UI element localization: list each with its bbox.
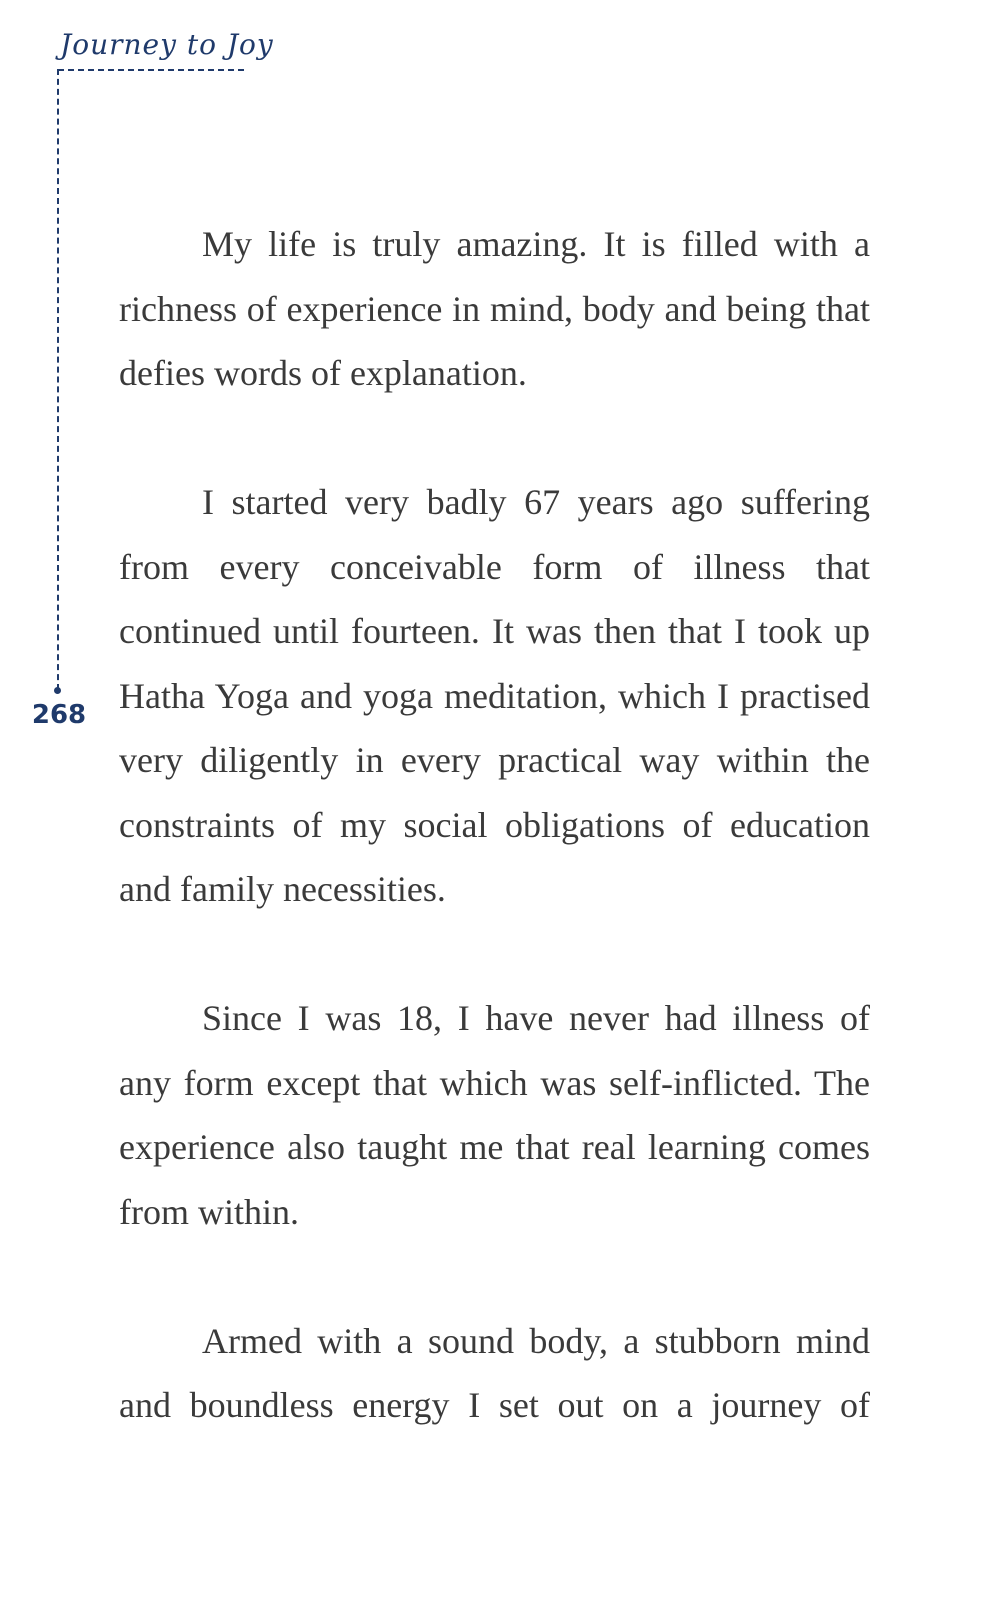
header-dashed-rule [58, 69, 244, 71]
body-text [119, 212, 870, 1502]
paragraph: Since I was 18, I have never had illness of any form except that which was self-inflicted. The experience also taught me that real learning comes from within. [119, 998, 870, 1232]
page-number: 268 [31, 700, 87, 730]
paragraph: I started very badly 67 years ago suffering from every conceivable form of illness that continued until fourteen. It was then that I took up Hatha Yoga and yoga meditation, which I practised very diligently in every practical way within the constraints of my social obligations of education and family necessities. [119, 482, 870, 909]
running-title: Journey to Joy [60, 28, 274, 61]
rule-end-dot [54, 687, 61, 694]
paragraph: My life is truly amazing. It is filled with a richness of experience in mind, body and being that defies words of explanation. [119, 224, 870, 393]
margin-dashed-rule [57, 69, 59, 690]
paragraph: Armed with a sound body, a stubborn mind and boundless energy I set out on a journey of [119, 1320, 870, 1425]
